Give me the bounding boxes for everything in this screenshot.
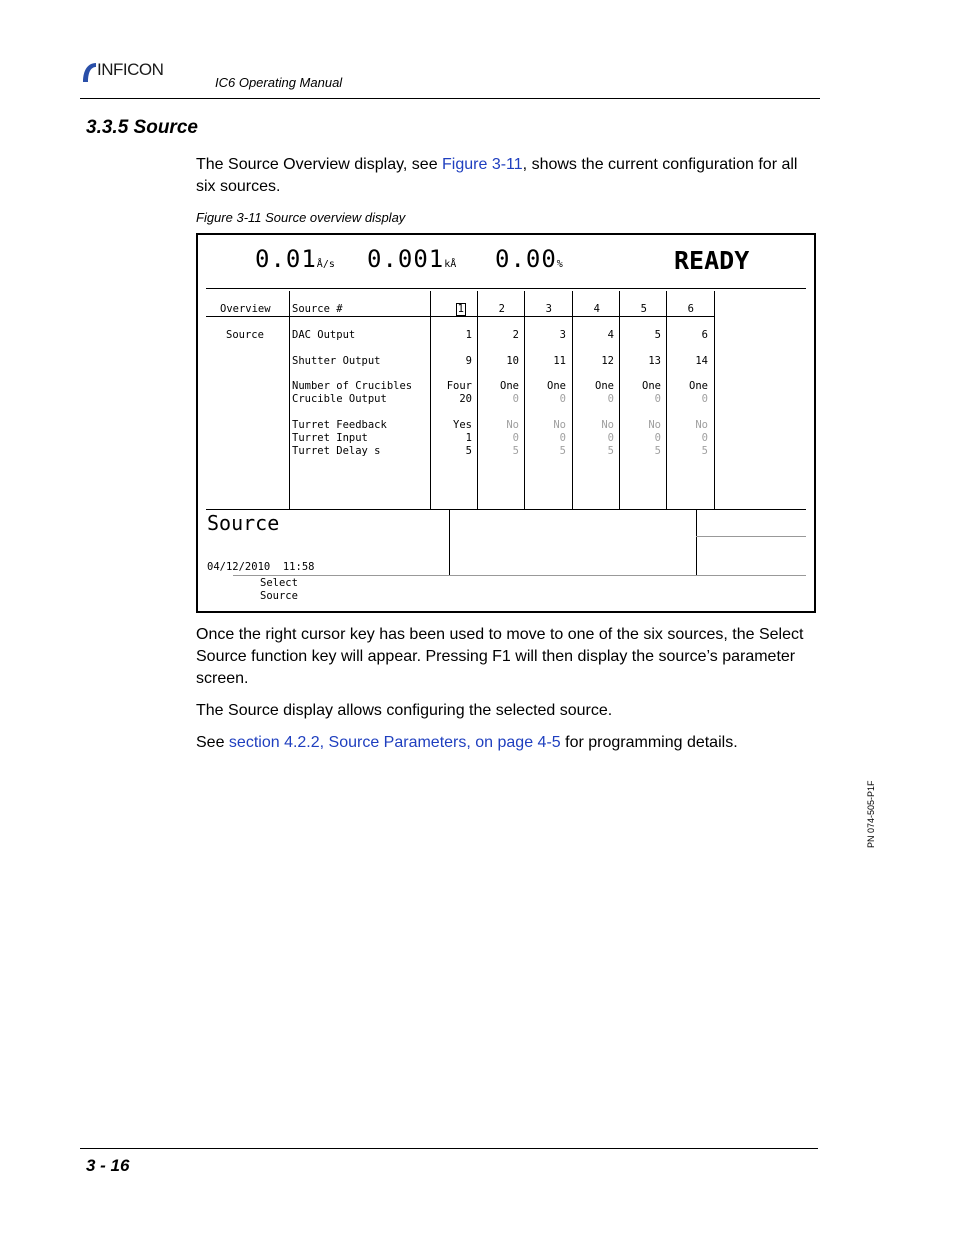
grid-line <box>572 291 573 509</box>
cell-dac-1[interactable]: 1 <box>465 329 472 341</box>
grid-line <box>430 291 431 509</box>
cell-shutter-4[interactable]: 12 <box>601 355 614 367</box>
grid-line <box>524 291 525 509</box>
cell-crucibles-3[interactable]: One <box>547 380 566 392</box>
row-label-crucibles: Number of Crucibles <box>292 380 413 392</box>
row-label-turret-delay: Turret Delay s <box>292 445 381 457</box>
source-number-label: Source # <box>292 303 343 315</box>
source-col-5-header[interactable]: 5 <box>640 303 647 315</box>
grid-line <box>477 291 478 509</box>
datetime-readout: 04/12/2010 11:58 <box>207 561 315 573</box>
cell-shutter-6[interactable]: 14 <box>695 355 708 367</box>
cell-crucible-output-3: 0 <box>559 393 566 405</box>
source-col-4-header[interactable]: 4 <box>593 303 600 315</box>
cell-crucible-output-6: 0 <box>701 393 708 405</box>
cell-crucibles-2[interactable]: One <box>500 380 519 392</box>
cell-turret-delay-6: 5 <box>701 445 708 457</box>
grid-line <box>449 509 450 575</box>
source-col-2-header[interactable]: 2 <box>498 303 505 315</box>
thickness-readout: 0.001kÅ <box>367 245 457 273</box>
grid-line <box>696 509 697 575</box>
row-label-crucible-output: Crucible Output <box>292 393 387 405</box>
source-overview-screen <box>196 233 816 613</box>
header-divider <box>80 98 820 99</box>
softkey-select-source[interactable]: Select Source <box>260 577 298 602</box>
footer-divider <box>80 1148 818 1149</box>
cell-crucible-output-1[interactable]: 20 <box>459 393 472 405</box>
intro-paragraph: The Source Overview display, see Figure 3-11, shows the current configuration for all six sources. <box>196 156 798 195</box>
row-label-turret-input: Turret Input <box>292 432 368 444</box>
row-label-dac: DAC Output <box>292 329 356 341</box>
status-ready: READY <box>674 246 750 275</box>
nav-source[interactable]: Source <box>226 329 264 341</box>
grid-line <box>619 291 620 509</box>
cell-turret-delay-1[interactable]: 5 <box>465 445 472 457</box>
cell-turret-input-6: 0 <box>701 432 708 444</box>
cell-dac-5[interactable]: 5 <box>654 329 661 341</box>
cell-shutter-3[interactable]: 11 <box>553 355 566 367</box>
row-label-shutter: Shutter Output <box>292 355 381 367</box>
cell-turret-input-5: 0 <box>654 432 661 444</box>
nav-overview[interactable]: Overview <box>220 303 271 315</box>
rate-readout: 0.01Å/s <box>255 245 335 273</box>
cell-turret-feedback-4: No <box>601 419 614 431</box>
cell-shutter-5[interactable]: 13 <box>648 355 661 367</box>
cell-turret-input-3: 0 <box>559 432 566 444</box>
cell-crucibles-1[interactable]: Four <box>446 380 472 392</box>
cell-turret-input-4: 0 <box>607 432 614 444</box>
grid-line <box>714 291 715 509</box>
status-divider <box>206 288 806 289</box>
cell-dac-6[interactable]: 6 <box>701 329 708 341</box>
grid-line <box>289 291 290 509</box>
cell-turret-delay-4: 5 <box>607 445 614 457</box>
source-col-1-header[interactable]: 1 <box>457 303 464 315</box>
cell-turret-feedback-6: No <box>695 419 708 431</box>
manual-title: IC6 Operating Manual <box>215 75 343 90</box>
bottom-panel-divider <box>206 509 806 510</box>
section-heading: 3.3.5 Source <box>86 117 198 138</box>
cell-turret-delay-3: 5 <box>559 445 566 457</box>
figure-link[interactable]: Figure 3-11 <box>442 156 523 173</box>
cell-turret-input-1[interactable]: 1 <box>465 432 472 444</box>
logo-wordmark: INFICON <box>97 60 164 79</box>
cell-turret-delay-2: 5 <box>512 445 519 457</box>
cell-dac-3[interactable]: 3 <box>559 329 566 341</box>
row-label-turret-feedback: Turret Feedback <box>292 419 387 431</box>
grid-line <box>666 291 667 509</box>
cell-shutter-2[interactable]: 10 <box>506 355 519 367</box>
source-display-paragraph: The Source display allows configuring the selected source. <box>196 702 613 719</box>
cursor-paragraph: Once the right cursor key has been used to move to one of the six sources, the Select Source function key will appear. Pressing F1 will then display the source’s parameter screen. <box>196 626 804 687</box>
cell-turret-input-2: 0 <box>512 432 519 444</box>
cell-crucible-output-5: 0 <box>654 393 661 405</box>
cell-crucibles-5[interactable]: One <box>642 380 661 392</box>
softkey-divider <box>233 575 806 576</box>
cell-dac-4[interactable]: 4 <box>607 329 614 341</box>
power-readout: 0.00% <box>495 245 563 273</box>
cell-shutter-1[interactable]: 9 <box>465 355 472 367</box>
cell-turret-delay-5: 5 <box>654 445 661 457</box>
source-col-6-header[interactable]: 6 <box>687 303 694 315</box>
cell-crucible-output-2: 0 <box>512 393 519 405</box>
cell-crucibles-6[interactable]: One <box>689 380 708 392</box>
page-number: 3 - 16 <box>86 1156 130 1175</box>
figure-caption: Figure 3-11 Source overview display <box>196 210 406 225</box>
cell-turret-feedback-3: No <box>553 419 566 431</box>
part-number: PN 074-505-P1F <box>866 780 876 848</box>
screen-title: Source <box>207 511 280 535</box>
cell-turret-feedback-5: No <box>648 419 661 431</box>
source-col-3-header[interactable]: 3 <box>545 303 552 315</box>
cell-dac-2[interactable]: 2 <box>512 329 519 341</box>
section-link[interactable]: section 4.2.2, Source Parameters, on page 4-5 <box>228 734 561 751</box>
cell-turret-feedback-1[interactable]: Yes <box>453 419 472 431</box>
cell-crucibles-4[interactable]: One <box>595 380 614 392</box>
cell-turret-feedback-2: No <box>506 419 519 431</box>
header-row-divider <box>206 316 714 317</box>
reference-paragraph: See section 4.2.2, Source Parameters, on page 4-5 for programming details. <box>196 734 738 751</box>
cell-crucible-output-4: 0 <box>607 393 614 405</box>
grid-line <box>696 536 806 537</box>
